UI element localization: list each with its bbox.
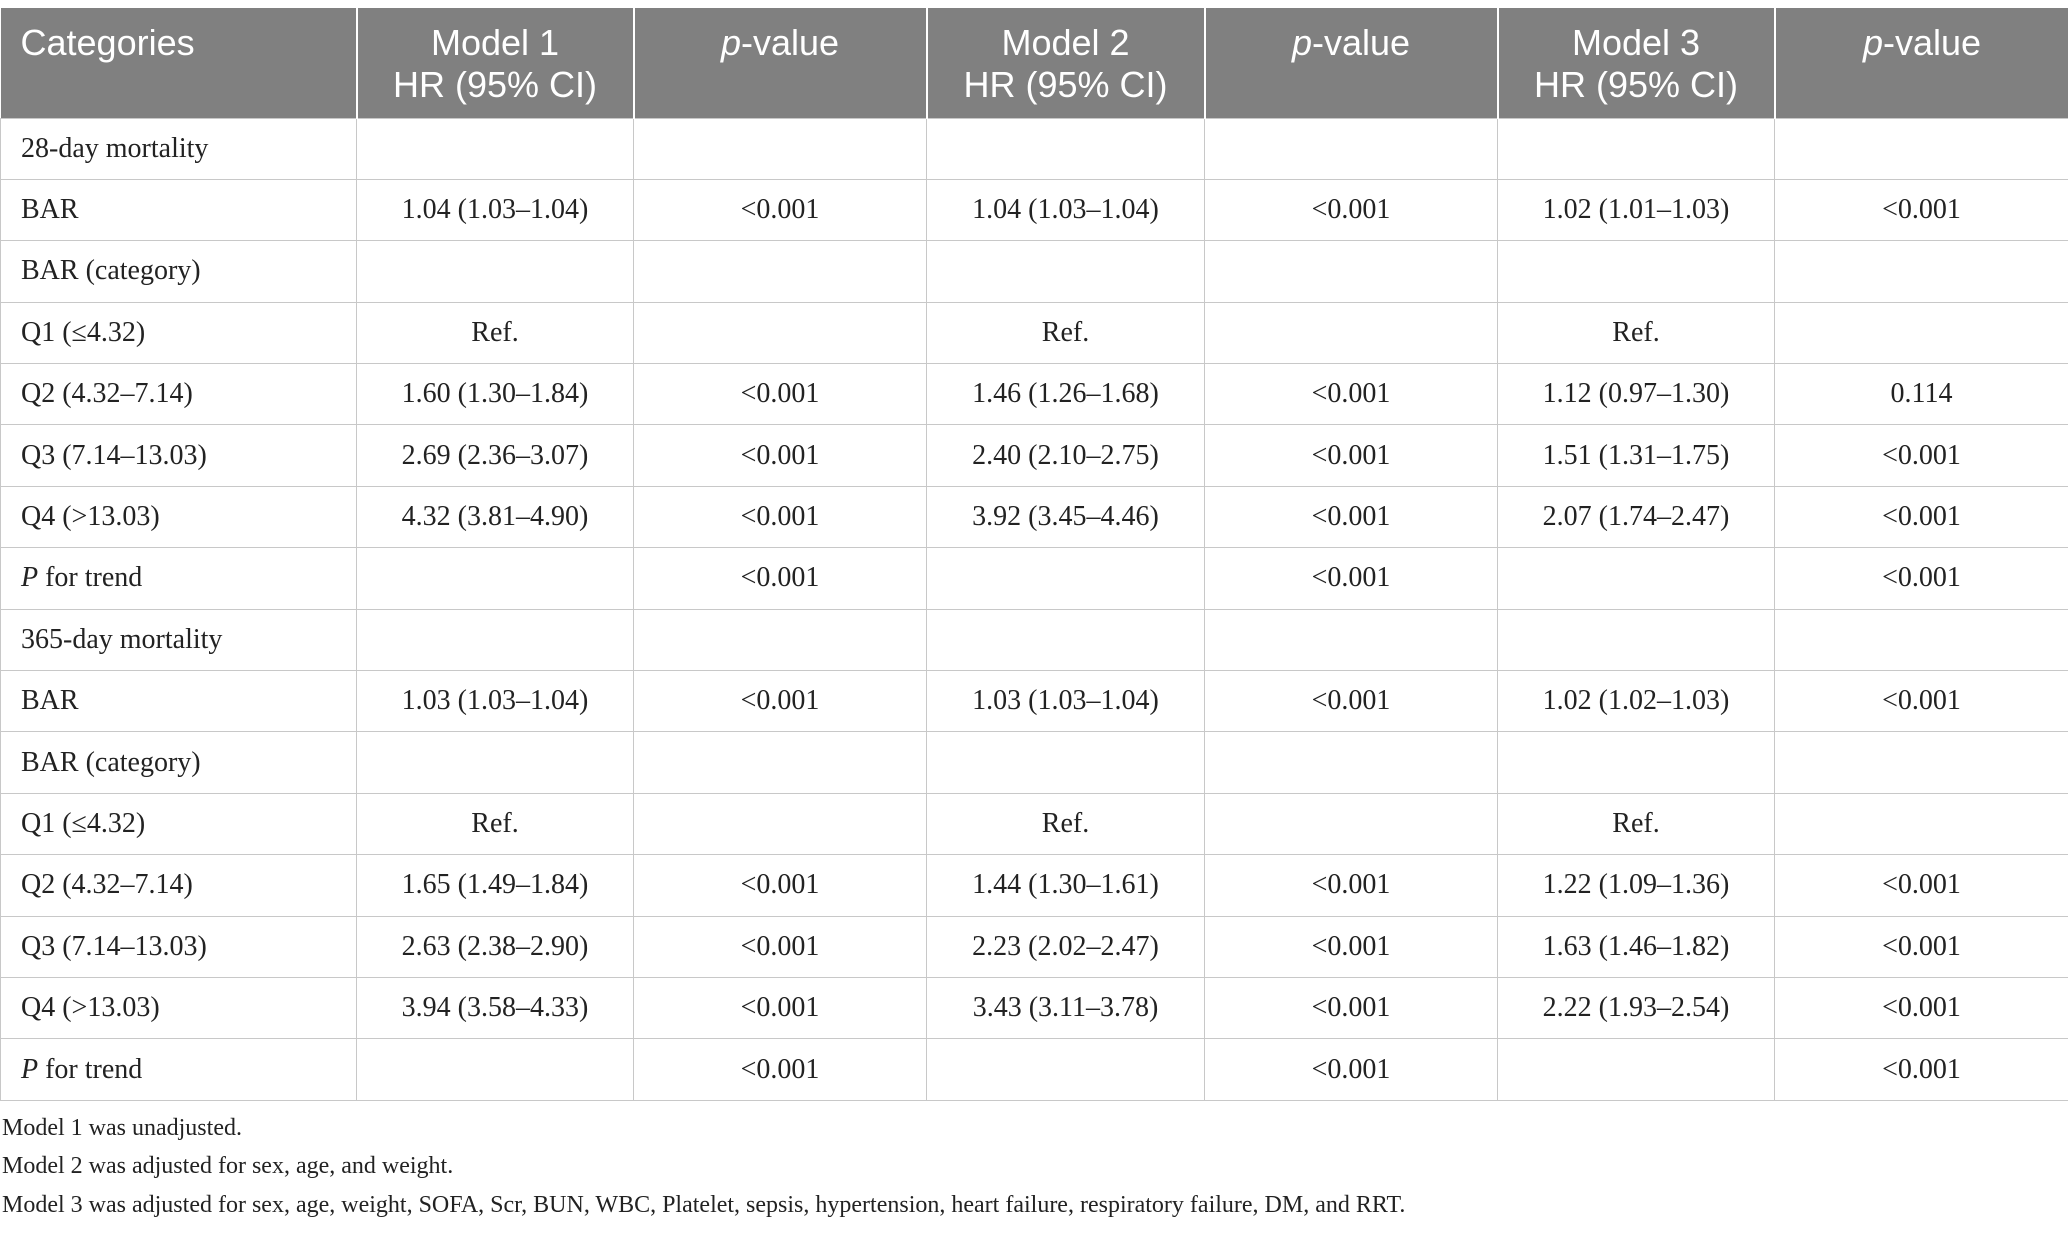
row-label: Q4 (>13.03): [21, 501, 160, 533]
table-row: [1, 977, 2068, 1038]
model3-p-cell: <0.001: [1775, 671, 2068, 732]
model3-p-cell: <0.001: [1775, 916, 2068, 977]
model3-p-cell: <0.001: [1775, 977, 2068, 1038]
model3-p-cell: [1775, 732, 2068, 793]
header-model3: [1498, 8, 1775, 118]
row-label-cell: [1, 548, 357, 609]
table-row: [1, 732, 2068, 793]
model2-hr-cell: 1.04 (1.03–1.04): [927, 179, 1205, 240]
model3-p-cell: 0.114: [1775, 364, 2068, 425]
model1-p-cell: [634, 609, 927, 670]
header-model2: [927, 8, 1205, 118]
model1-p-cell: [634, 302, 927, 363]
row-label: Q4 (>13.03): [21, 992, 160, 1024]
footnote-model3: Model 3 was adjusted for sex, age, weight, SOFA, Scr, BUN, WBC, Platelet, sepsis, hypertension, heart failure, respiratory failure, DM, and RRT.: [2, 1191, 1406, 1218]
row-label: BAR: [21, 685, 79, 717]
header-p-italic-3: p: [1862, 22, 1883, 63]
model1-hr-cell: 4.32 (3.81–4.90): [357, 486, 634, 547]
row-label: Q3 (7.14–13.03): [21, 439, 207, 471]
row-label: BAR (category): [21, 746, 201, 778]
row-label-cell: [1, 609, 357, 670]
model1-hr-cell: [357, 241, 634, 302]
model3-hr-cell: [1498, 241, 1775, 302]
model1-hr-cell: 1.65 (1.49–1.84): [357, 855, 634, 916]
table-row: [1, 302, 2068, 363]
row-label: BAR: [21, 194, 79, 226]
row-label-rest: for trend: [38, 1053, 143, 1085]
model2-hr-cell: Ref.: [927, 793, 1205, 854]
model1-hr-cell: 1.03 (1.03–1.04): [357, 671, 634, 732]
model3-hr-cell: [1498, 548, 1775, 609]
model2-hr-cell: 1.03 (1.03–1.04): [927, 671, 1205, 732]
model3-p-cell: <0.001: [1775, 855, 2068, 916]
model1-hr-cell: [357, 1039, 634, 1100]
model2-p-cell: <0.001: [1205, 855, 1498, 916]
table-row: [1, 793, 2068, 854]
model1-p-cell: <0.001: [634, 548, 927, 609]
table-row: [1, 179, 2068, 240]
model3-p-cell: <0.001: [1775, 1039, 2068, 1100]
model3-hr-cell: [1498, 609, 1775, 670]
header-p-italic-1: p: [720, 22, 741, 63]
header-p-value-3: [1775, 8, 2068, 118]
footnote-model2: Model 2 was adjusted for sex, age, and weight.: [2, 1153, 454, 1180]
header-categories-label: Categories: [20, 22, 195, 63]
row-label: Q3 (7.14–13.03): [21, 930, 207, 962]
header-p-suffix-2: -value: [1311, 22, 1411, 63]
model3-p-cell: [1775, 793, 2068, 854]
model2-p-cell: <0.001: [1205, 548, 1498, 609]
header-model3-hr: HR (95% CI): [1533, 64, 1739, 105]
model1-hr-cell: Ref.: [357, 302, 634, 363]
model1-hr-cell: 2.69 (2.36–3.07): [357, 425, 634, 486]
model1-p-cell: [634, 118, 927, 179]
model1-p-cell: <0.001: [634, 179, 927, 240]
row-label-cell: [1, 179, 357, 240]
model2-p-cell: <0.001: [1205, 977, 1498, 1038]
row-label-cell: [1, 671, 357, 732]
model2-hr-cell: 1.46 (1.26–1.68): [927, 364, 1205, 425]
model2-hr-cell: Ref.: [927, 302, 1205, 363]
model3-hr-cell: [1498, 118, 1775, 179]
header-model1: [357, 8, 634, 118]
header-model1-hr: HR (95% CI): [392, 64, 598, 105]
model3-hr-cell: 2.07 (1.74–2.47): [1498, 486, 1775, 547]
model2-p-cell: <0.001: [1205, 425, 1498, 486]
header-p-value-1: [634, 8, 927, 118]
header-model2-hr: HR (95% CI): [963, 64, 1168, 105]
model1-p-cell: <0.001: [634, 671, 927, 732]
model2-p-cell: <0.001: [1205, 1039, 1498, 1100]
model2-p-cell: <0.001: [1205, 364, 1498, 425]
model3-hr-cell: 1.51 (1.31–1.75): [1498, 425, 1775, 486]
model2-p-cell: [1205, 302, 1498, 363]
model2-p-cell: <0.001: [1205, 671, 1498, 732]
row-label-cell: [1, 732, 357, 793]
model2-hr-cell: [927, 241, 1205, 302]
model1-p-cell: [634, 793, 927, 854]
model3-hr-cell: [1498, 732, 1775, 793]
row-label-cell: [1, 364, 357, 425]
header-p-italic-2: p: [1291, 22, 1312, 63]
model1-hr-cell: 3.94 (3.58–4.33): [357, 977, 634, 1038]
row-label-rest: for trend: [38, 562, 143, 594]
model2-hr-cell: [927, 118, 1205, 179]
model2-hr-cell: 2.23 (2.02–2.47): [927, 916, 1205, 977]
model2-hr-cell: 2.40 (2.10–2.75): [927, 425, 1205, 486]
model2-p-cell: [1205, 609, 1498, 670]
model3-hr-cell: Ref.: [1498, 793, 1775, 854]
model3-hr-cell: 1.12 (0.97–1.30): [1498, 364, 1775, 425]
model1-p-cell: [634, 241, 927, 302]
model1-p-cell: <0.001: [634, 855, 927, 916]
model2-p-cell: [1205, 732, 1498, 793]
table-body: [1, 118, 2068, 1100]
header-p-suffix-3: -value: [1882, 22, 1982, 63]
table-row: [1, 425, 2068, 486]
row-label-italic: P: [21, 1053, 39, 1085]
table-row: [1, 1039, 2068, 1100]
header-p-value-2: [1205, 8, 1498, 118]
table-header: [1, 8, 2068, 118]
model3-p-cell: [1775, 241, 2068, 302]
model1-p-cell: <0.001: [634, 1039, 927, 1100]
footnote-model1: Model 1 was unadjusted.: [2, 1114, 242, 1141]
model3-hr-cell: 2.22 (1.93–2.54): [1498, 977, 1775, 1038]
table-row: [1, 855, 2068, 916]
model3-hr-cell: [1498, 1039, 1775, 1100]
model1-hr-cell: 1.60 (1.30–1.84): [357, 364, 634, 425]
model1-hr-cell: [357, 609, 634, 670]
model1-p-cell: <0.001: [634, 364, 927, 425]
model3-p-cell: <0.001: [1775, 548, 2068, 609]
header-model3-name: Model 3: [1571, 22, 1701, 63]
model2-hr-cell: 3.92 (3.45–4.46): [927, 486, 1205, 547]
model2-p-cell: [1205, 118, 1498, 179]
model2-p-cell: <0.001: [1205, 916, 1498, 977]
model2-p-cell: [1205, 241, 1498, 302]
model2-p-cell: [1205, 793, 1498, 854]
results-table: [0, 8, 2068, 1101]
model2-hr-cell: 3.43 (3.11–3.78): [927, 977, 1205, 1038]
header-model1-name: Model 1: [430, 22, 560, 63]
model3-p-cell: <0.001: [1775, 486, 2068, 547]
row-label-cell: [1, 977, 357, 1038]
model1-hr-cell: 1.04 (1.03–1.04): [357, 179, 634, 240]
header-categories: [1, 8, 357, 118]
model3-hr-cell: 1.22 (1.09–1.36): [1498, 855, 1775, 916]
model3-p-cell: <0.001: [1775, 425, 2068, 486]
row-label-cell: [1, 855, 357, 916]
model1-p-cell: <0.001: [634, 916, 927, 977]
table-row: [1, 118, 2068, 179]
model3-hr-cell: 1.63 (1.46–1.82): [1498, 916, 1775, 977]
model3-hr-cell: 1.02 (1.01–1.03): [1498, 179, 1775, 240]
model1-hr-cell: [357, 548, 634, 609]
row-label-cell: [1, 302, 357, 363]
row-label-cell: [1, 486, 357, 547]
row-label-cell: [1, 793, 357, 854]
table-row: [1, 548, 2068, 609]
table-row: [1, 609, 2068, 670]
header-model2-name: Model 2: [1001, 22, 1130, 63]
model3-hr-cell: 1.02 (1.02–1.03): [1498, 671, 1775, 732]
model3-p-cell: [1775, 302, 2068, 363]
model2-hr-cell: [927, 732, 1205, 793]
model2-hr-cell: [927, 609, 1205, 670]
model1-p-cell: <0.001: [634, 486, 927, 547]
table-container: [0, 8, 2068, 1224]
model1-hr-cell: Ref.: [357, 793, 634, 854]
model1-hr-cell: [357, 118, 634, 179]
model2-hr-cell: [927, 548, 1205, 609]
row-label-cell: [1, 118, 357, 179]
table-row: [1, 916, 2068, 977]
model2-p-cell: <0.001: [1205, 179, 1498, 240]
model1-p-cell: [634, 732, 927, 793]
row-label: BAR (category): [21, 255, 201, 287]
header-p-suffix-1: -value: [740, 22, 840, 63]
model3-p-cell: [1775, 609, 2068, 670]
table-row: [1, 671, 2068, 732]
model3-hr-cell: Ref.: [1498, 302, 1775, 363]
row-label-cell: [1, 241, 357, 302]
model2-hr-cell: [927, 1039, 1205, 1100]
header-row: [1, 8, 2068, 118]
model3-p-cell: [1775, 118, 2068, 179]
model1-p-cell: <0.001: [634, 977, 927, 1038]
table-row: [1, 486, 2068, 547]
table-row: [1, 241, 2068, 302]
model1-hr-cell: 2.63 (2.38–2.90): [357, 916, 634, 977]
row-label: Q2 (4.32–7.14): [21, 869, 193, 901]
row-label-italic: P: [21, 562, 39, 594]
model2-hr-cell: 1.44 (1.30–1.61): [927, 855, 1205, 916]
table-footnotes: [0, 1109, 2068, 1225]
row-label: Q1 (≤4.32): [21, 807, 146, 839]
row-label: 28-day mortality: [21, 132, 209, 164]
row-label-cell: [1, 1039, 357, 1100]
model3-p-cell: <0.001: [1775, 179, 2068, 240]
model2-p-cell: <0.001: [1205, 486, 1498, 547]
row-label-cell: [1, 916, 357, 977]
row-label-cell: [1, 425, 357, 486]
model1-p-cell: <0.001: [634, 425, 927, 486]
row-label: Q2 (4.32–7.14): [21, 378, 193, 410]
model1-hr-cell: [357, 732, 634, 793]
row-label: Q1 (≤4.32): [21, 316, 146, 348]
row-label: 365-day mortality: [21, 623, 223, 655]
table-row: [1, 364, 2068, 425]
